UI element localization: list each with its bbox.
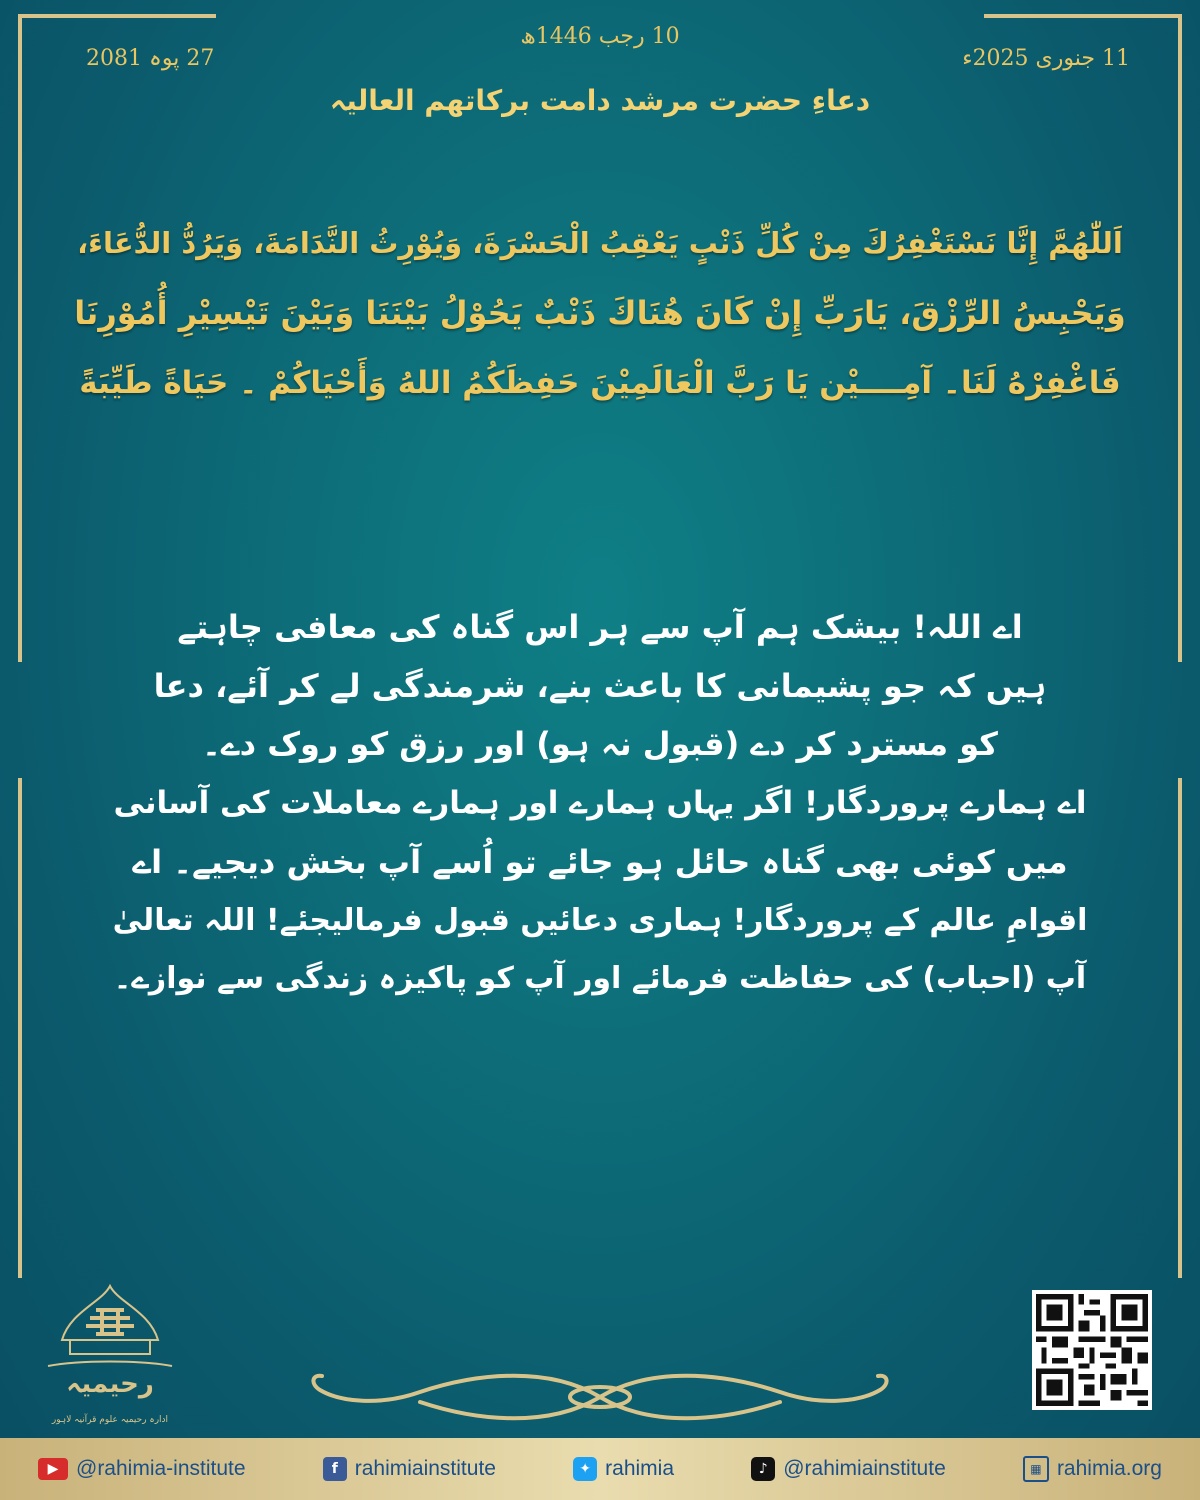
website-link[interactable] <box>1023 1456 1162 1482</box>
urdu-line: کو مسترد کر دے (قبول نہ ہو) اور رزق کو روک دے۔ <box>202 725 998 764</box>
page-title: دعاءِ حضرت مرشد دامت برکاتھم العالیہ <box>329 84 871 117</box>
tiktok-icon: ♪ <box>751 1457 775 1481</box>
hijri-date: 10 رجب 1446ھ <box>520 24 680 49</box>
youtube-link[interactable] <box>38 1457 246 1481</box>
website-icon: ▦ <box>1023 1456 1049 1482</box>
arabic-dua <box>70 208 1130 418</box>
twitter-handle: rahimia <box>605 1457 675 1480</box>
urdu-line: آپ (احباب) کی حفاظت فرمائے اور آپ کو پاکیزہ زندگی سے نوازے۔ <box>113 961 1087 997</box>
arabic-line: اَللّٰهُمَّ إِنَّا نَسْتَغْفِرُكَ مِنْ كُلِّ ذَنْبٍ يَعْقِبُ الْحَسْرَةَ، وَيُوْرِثُ النَّدَامَةَ، وَيَرُدُّ الدُّعَاءَ، <box>77 226 1123 260</box>
twitter-link[interactable] <box>573 1457 674 1481</box>
arabic-line: فَاغْفِرْهُ لَنَا۔ آمِــــيْن يَا رَبَّ الْعَالَمِيْنَ حَفِظَكُمُ اللهُ وَأَحْيَاكُمْ ۔ حَيَاةً طَيِّبَةً <box>79 365 1121 401</box>
facebook-icon: f <box>323 1457 347 1481</box>
decorative-ornament <box>300 1362 900 1432</box>
logo-name: رحیمیہ <box>66 1369 154 1399</box>
frame-bottom-right <box>1176 778 1182 1278</box>
facebook-handle: rahimiainstitute <box>354 1457 496 1480</box>
bikrami-date: 27 پوہ 2081 <box>86 46 215 71</box>
urdu-line: میں کوئی بھی گناہ حائل ہو جائے تو اُسے آپ بخش دیجیے۔ اے <box>132 842 1068 881</box>
arabic-line: وَيَحْبِسُ الرِّزْقَ، يَارَبِّ إِنْ كَانَ هُنَاكَ ذَنْبٌ يَحُوْلُ بَيْنَنَا وَبَيْنَ تَيْسِيْرِ أُمُوْرِنَا <box>74 294 1126 332</box>
urdu-translation <box>110 598 1090 1009</box>
urdu-line: اقوامِ عالم کے پروردگار! ہماری دعائیں قبول فرمالیجئے! اللہ تعالیٰ <box>112 902 1088 938</box>
gregorian-date: 11 جنوری 2025ء <box>962 46 1130 71</box>
tiktok-handle: @rahimiainstitute <box>783 1457 946 1480</box>
tiktok-link[interactable] <box>751 1457 946 1481</box>
frame-bottom-left <box>18 778 24 1278</box>
urdu-line: اے اللہ! بیشک ہم آپ سے ہر اس گناہ کی معافی چاہتے <box>177 608 1023 646</box>
urdu-line: ہیں کہ جو پشیمانی کا باعث بنے، شرمندگی لے کر آئے، دعا <box>153 666 1047 705</box>
youtube-icon: ▶ <box>38 1458 68 1480</box>
social-footer <box>0 1438 1200 1500</box>
qr-code[interactable] <box>1032 1290 1152 1410</box>
logo-tagline: ادارہ رحیمیہ علوم قرآنیہ لاہور <box>51 1415 169 1425</box>
youtube-handle: @rahimia-institute <box>76 1457 246 1480</box>
facebook-link[interactable] <box>323 1457 496 1481</box>
urdu-line: اے ہمارے پروردگار! اگر یہاں ہمارے اور ہمارے معاملات کی آسانی <box>113 785 1087 822</box>
rahimia-logo <box>40 1282 180 1432</box>
website-url: rahimia.org <box>1056 1457 1162 1480</box>
twitter-icon: ✦ <box>573 1457 597 1481</box>
